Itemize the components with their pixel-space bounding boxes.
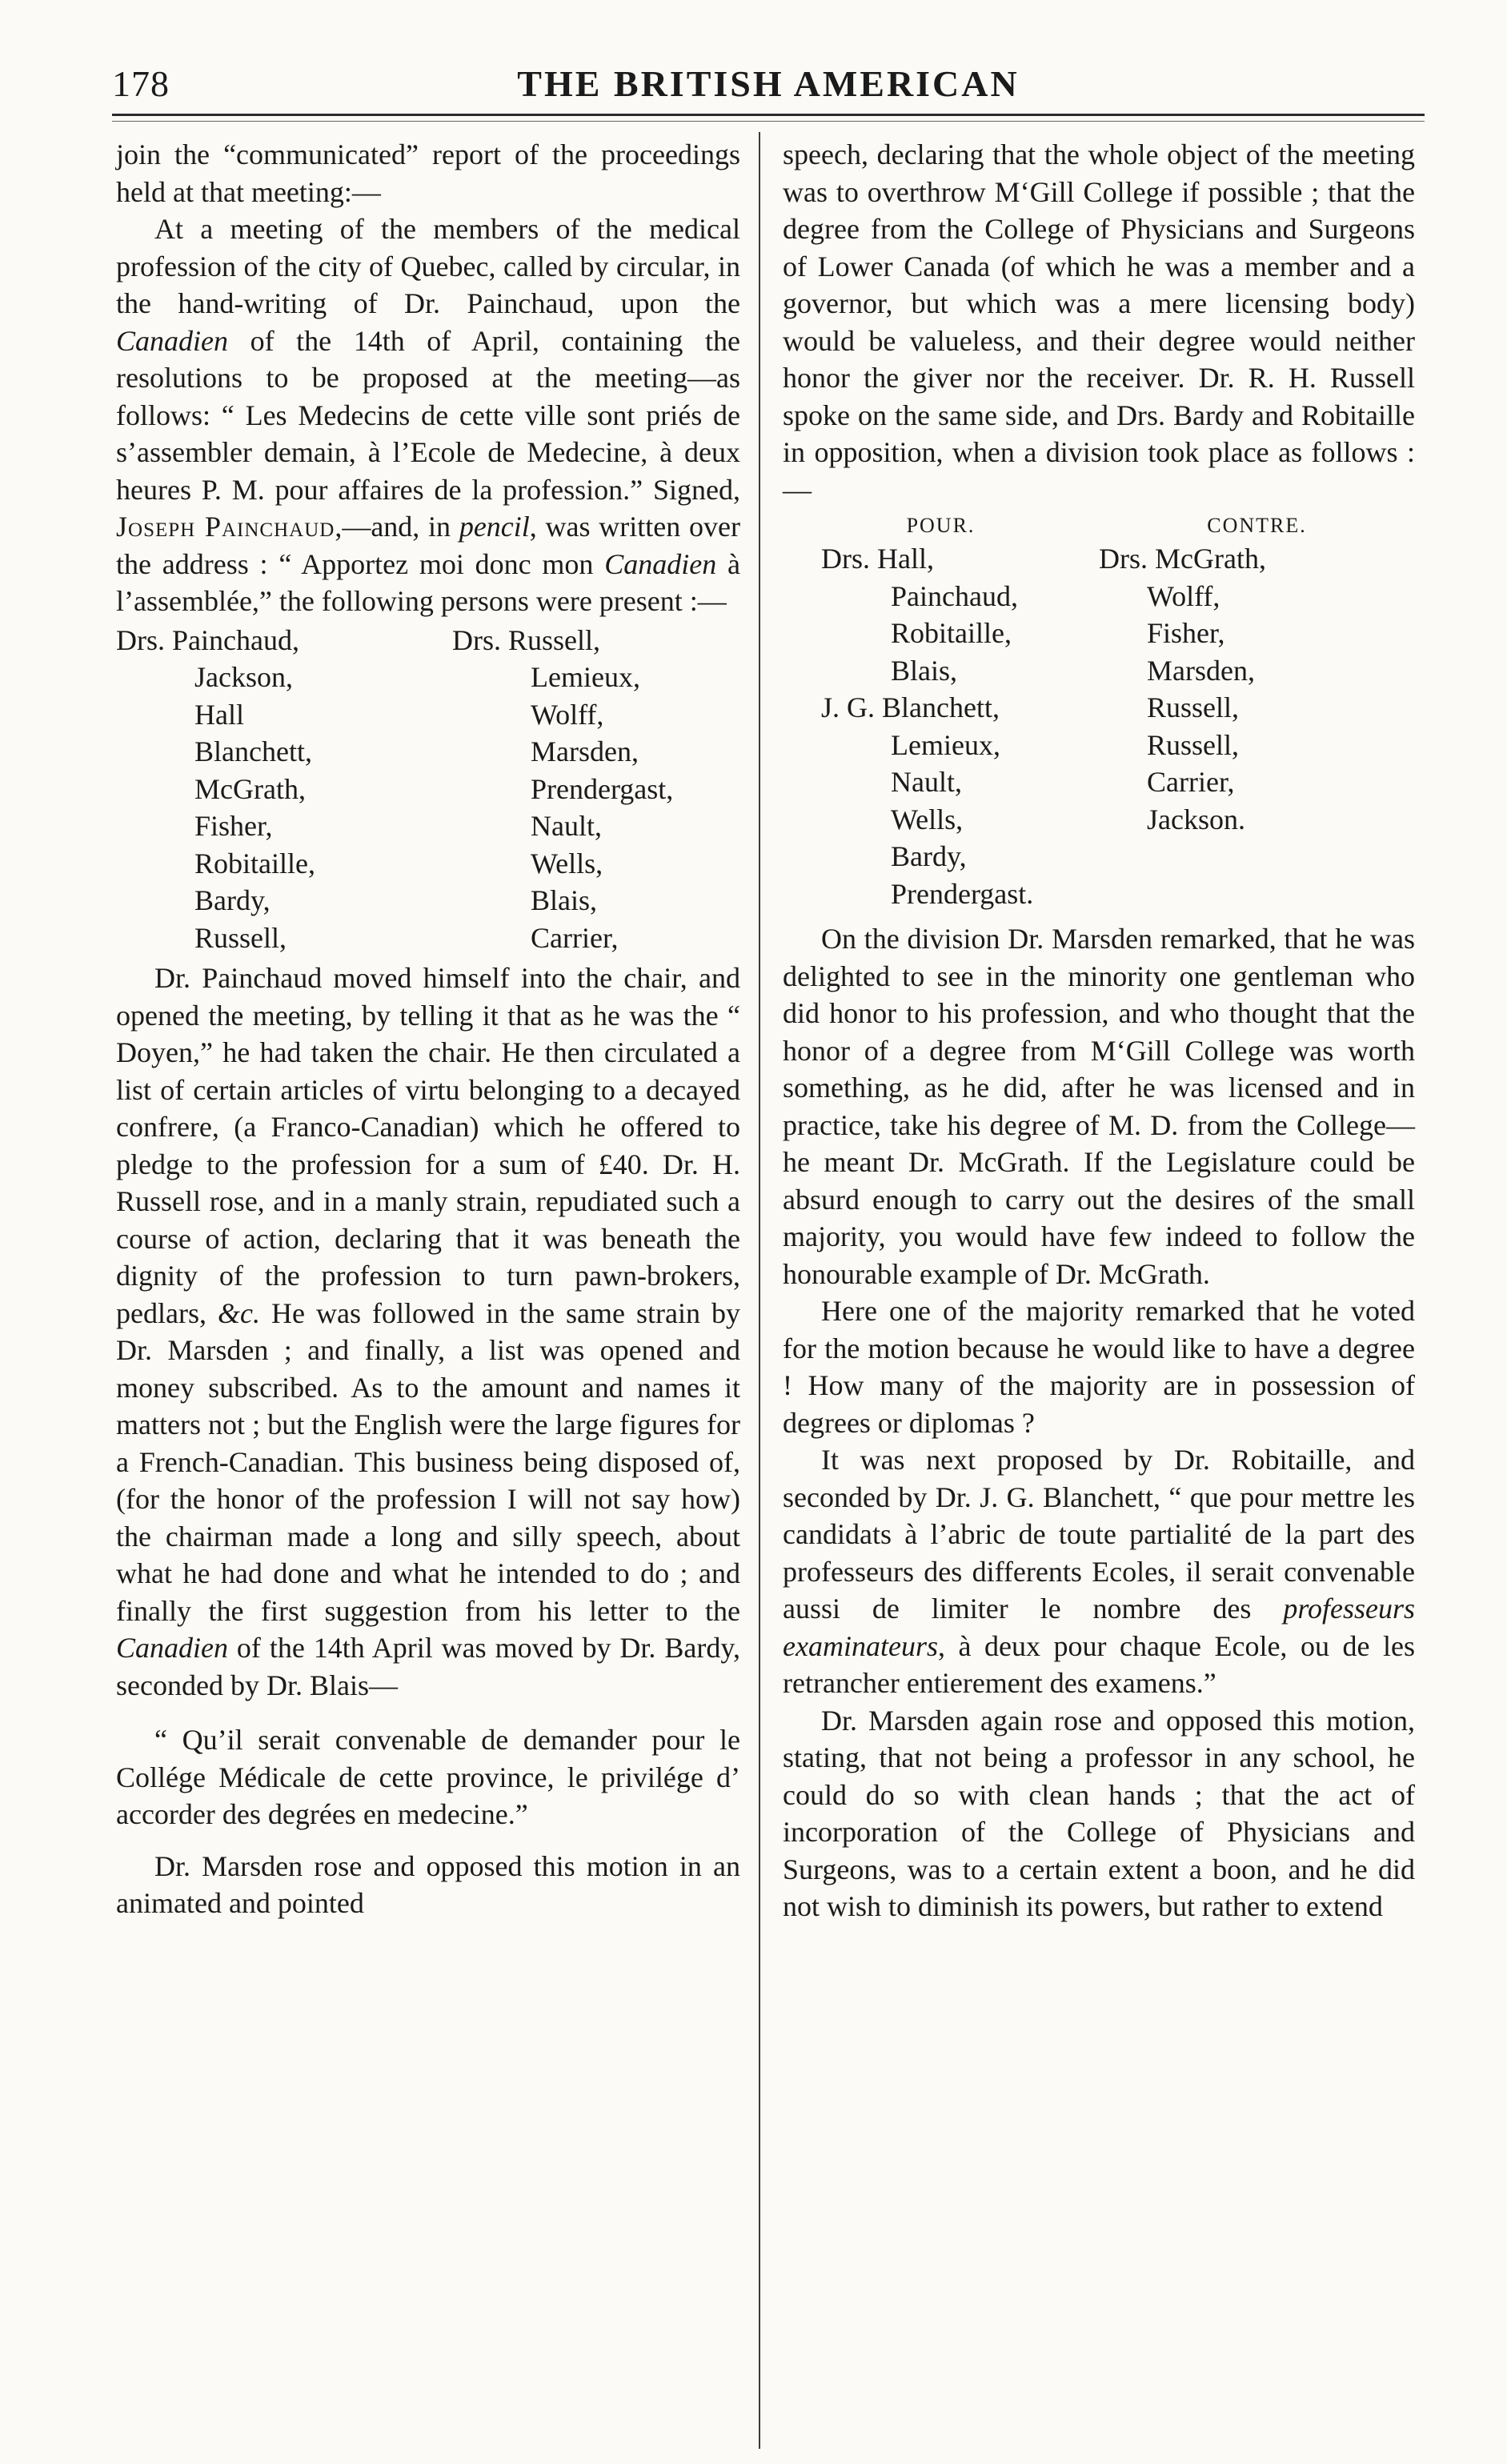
paragraph: Dr. Marsden again rose and opposed this motion, stating, that not being a professor in any school, he could do so with clean hands ; that the act of incorporation of the College of Physicians and Surgeons, was to a certain extent a boon, and he did not wish to diminish its powers, but rather to extend	[783, 1704, 1415, 1922]
list-item: Drs. Russell,	[452, 623, 601, 656]
list-item: Lemieux,	[891, 728, 1000, 761]
list-item: Nault,	[891, 766, 962, 798]
quoted-motion: “ Qu’il serait convenable de demander pour le Collége Médicale de cette province, le privilége d’ accorder des degrées en medecine.”	[116, 1724, 740, 1830]
list-item: Prendergast.	[891, 877, 1034, 910]
paragraph: Dr. Painchaud moved himself into the chair, and opened the meeting, by telling it that as he was the “ Doyen,” he had taken the chair. He then circulated a list of certain articles of virtu belonging to a decayed confrere, (a Franco-Canadian) which he offered to pledge to the profession for a sum of £40. Dr. H. Russell rose, and in a manly strain, repudiated such a course of action, declaring that it was beneath the dignity of the profession to turn pawn-brokers, pedlars, &c. He was followed in the same strain by Dr. Marsden ; and finally, a list was opened and money subscribed. As to the amount and names it matters not ; but the English were the large figures for a French-Canadian. This business being disposed of, (for the honor of the profession I will not say how) the chairman made a long and silly speech, about what he had done and what he intended to do ; and finally the first suggestion from his letter to the Canadien of the 14th April was moved by Dr. Bardy, seconded by Dr. Blais—	[116, 962, 740, 1701]
page-number: 178	[112, 63, 170, 104]
attendee-column-2	[428, 622, 740, 957]
list-item: Drs. Painchaud,	[116, 623, 299, 656]
division-table	[783, 511, 1415, 912]
list-item: Wolff,	[1147, 579, 1220, 612]
contre-list	[1099, 540, 1415, 912]
list-item: Bardy,	[891, 840, 967, 872]
list-item: Wells,	[891, 803, 964, 835]
list-item: Prendergast,	[531, 772, 674, 805]
list-item: Drs. Hall,	[821, 543, 934, 575]
pour-heading: POUR.	[906, 514, 976, 537]
list-item: Fisher,	[1147, 617, 1225, 649]
right-column	[783, 136, 1415, 1925]
list-item: Blanchett,	[194, 735, 312, 767]
paragraph: At a meeting of the members of the medical profession of the city of Quebec, called by circular, in the hand-writing of Dr. Painchaud, upon the Canadien of the 14th of April, containing the resolutions to be proposed at the meeting—as follows: “ Les Medecins de cette ville sont priés de s’assembler demain, à l’Ecole de Medecine, à deux heures P. M. pour affaires de la profession.” Signed, Joseph Painchaud,—and, in pencil, was written over the address : “ Apportez moi donc mon Canadien à l’assemblée,” the following persons were present :—	[116, 213, 741, 617]
list-item: Marsden,	[531, 735, 639, 767]
list-item: Carrier,	[1147, 766, 1235, 798]
list-item: Carrier,	[531, 921, 619, 954]
list-item: Fisher,	[194, 810, 273, 842]
list-item: Robitaille,	[194, 847, 315, 879]
contre-heading: CONTRE.	[1207, 514, 1307, 537]
list-item: McGrath,	[194, 772, 306, 805]
list-item: Wolff,	[531, 698, 604, 731]
list-item: Russell,	[1147, 691, 1240, 723]
paragraph: Here one of the majority remarked that he voted for the motion because he would like to have a degree ! How many of the majority are in possession of degrees or diplomas ?	[783, 1295, 1415, 1439]
list-item: Russell,	[1147, 728, 1240, 761]
pour-list	[783, 540, 1099, 912]
paragraph: On the division Dr. Marsden remarked, that he was delighted to see in the minority one gentleman who did honor to his profession, and who thought that the honor of a degree from M‘Gill College was worth something, as he did, after he was licensed and in practice, take his degree of M. D. from the College—he meant Dr. McGrath. If the Legislature could be absurd enough to carry out the desires of the small majority, you would have few indeed to follow the honourable example of Dr. McGrath.	[783, 923, 1415, 1290]
list-item: Jackson,	[194, 661, 293, 693]
header-rule	[112, 114, 1425, 116]
attendee-column-1	[116, 622, 428, 957]
running-title: THE BRITISH AMERICAN	[517, 63, 1020, 104]
list-item: Nault,	[531, 810, 602, 842]
left-column	[116, 136, 740, 1922]
column-divider	[759, 132, 760, 2449]
paragraph: speech, declaring that the whole object of the meeting was to overthrow M‘Gill College if possible ; that the degree from the College of Physicians and Surgeons of Lower Canada (of which he was a member and a governor, but which was a mere licensing body) would be valueless, and their degree would neither honor the giver nor the receiver. Dr. R. H. Russell spoke on the same side, and Drs. Bardy and Robitaille in opposition, when a division took place as follows :—	[783, 138, 1415, 506]
list-item: Bardy,	[194, 884, 271, 916]
list-item: Robitaille,	[891, 617, 1012, 649]
paragraph: join the “communicated” report of the proceedings held at that meeting:—	[116, 138, 740, 208]
list-item: J. G. Blanchett,	[821, 691, 1000, 723]
page-header	[112, 62, 1425, 110]
list-item: Blais,	[531, 884, 598, 916]
attendee-list	[116, 622, 740, 957]
list-item: Lemieux,	[531, 661, 640, 693]
list-item: Drs. McGrath,	[1099, 543, 1266, 575]
paragraph: It was next proposed by Dr. Robitaille, and seconded by Dr. J. G. Blanchett, “ que pour mettre les candidats à l’abric de toute partialité de la part des professeurs des differents Ecoles, il serait convenable aussi de limiter le nombre des professeurs examinateurs, à deux pour chaque Ecole, ou de les retrancher entierement des examens.”	[783, 1444, 1415, 1699]
list-item: Hall	[194, 698, 244, 731]
header-rule-thin	[112, 121, 1425, 122]
list-item: Painchaud,	[891, 579, 1018, 612]
list-item: Wells,	[531, 847, 603, 879]
list-item: Marsden,	[1147, 654, 1255, 687]
list-item: Russell,	[194, 921, 287, 954]
paragraph: Dr. Marsden rose and opposed this motion in an animated and pointed	[116, 1849, 740, 1919]
list-item: Blais,	[891, 654, 958, 687]
list-item: Jackson.	[1147, 803, 1245, 835]
